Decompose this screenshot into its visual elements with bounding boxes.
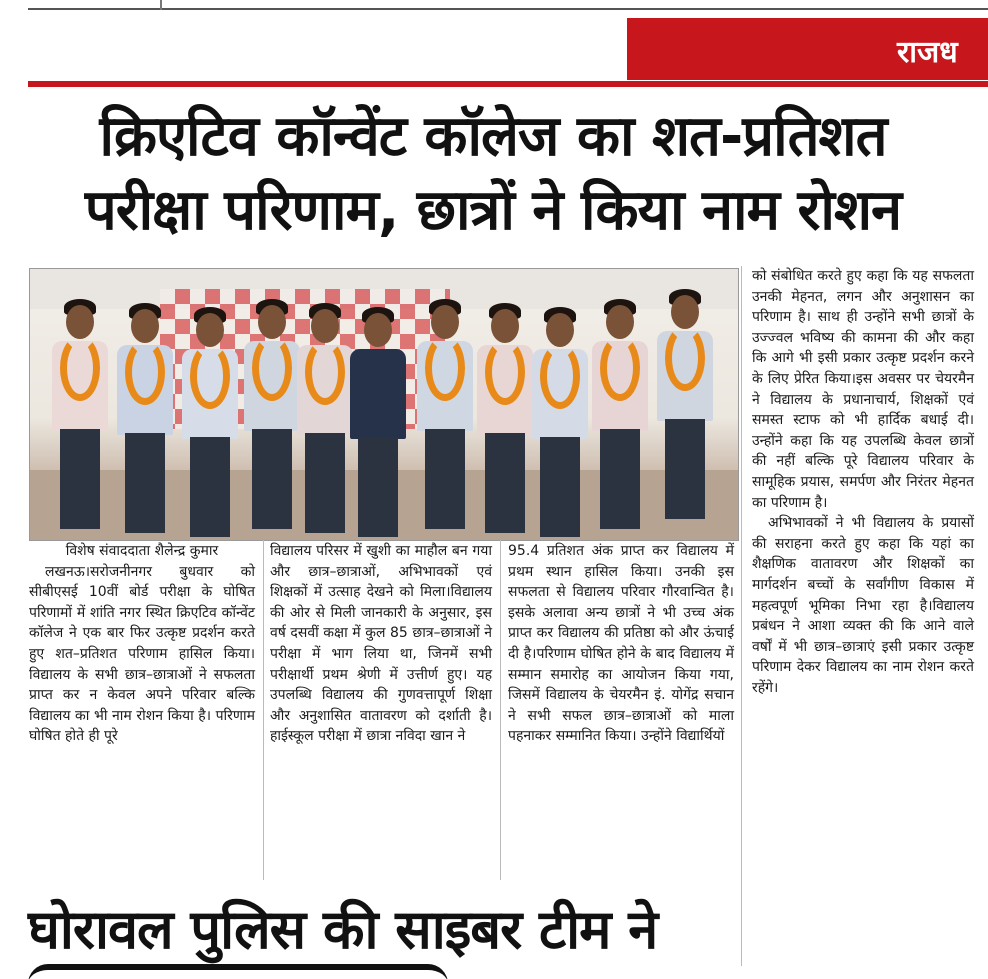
article-column-1: [29, 541, 255, 747]
top-rule: [28, 8, 988, 10]
next-headline-cutoff: [28, 964, 448, 979]
headline-line-1: क्रिएटिव कॉन्वेंट कॉलेज का शत-प्रतिशत: [99, 104, 887, 169]
top-rule-tick: [160, 0, 162, 10]
section-label: राजध: [897, 35, 958, 70]
group-photo: [29, 268, 739, 541]
next-article-headline: घोरावल पुलिस की साइबर टीम ने: [28, 898, 658, 961]
byline: विशेष संवाददाता शैलेन्द्र कुमार: [65, 543, 219, 559]
section-rule: [28, 81, 988, 87]
article-col1-text: लखनऊ।सरोजनीनगर बुधवार को सीबीएसई 10वीं बोर्ड परीक्षा के घोषित परिणामों में शांति नगर स्थित क्रिएटिव कॉन्वेंट कॉलेज ने एक बार फिर उत्कृष्ट प्रदर्शन करते हुए शत–प्रतिशत परिणाम हासिल किया। विद्यालय के सभी छात्र–छात्राओं ने सफलता प्राप्त कर न केवल अपने परिवार बल्कि विद्यालय का भी नाम रोशन किया है। परिणाम घोषित होते ही पूरे: [29, 563, 255, 745]
column-divider-right: [741, 266, 742, 966]
section-banner: [627, 18, 988, 80]
article-column-3: [508, 541, 734, 747]
article-col4-para-1: को संबोधित करते हुए कहा कि यह सफलता उनकी मेहनत, लगन और अनुशासन का परिणाम है। साथ ही उन्होंने सभी छात्रों के उज्ज्वल भविष्य की कामना की और कहा कि आगे भी इसी प्रकार उत्कृष्ट प्रदर्शन करने के लिए प्रेरित किया।इस अवसर पर चेयरमैन ने विद्यालय के प्रधानाचार्य, शिक्षकों एवं समस्त स्टाफ को भी हार्दिक बधाई दी। उन्होंने कहा कि यह उपलब्धि केवल छात्रों की नहीं बल्कि पूरे विद्यालय परिवार के सामूहिक प्रयास, समर्पण और निरंतर मेहनत का परिणाम है।: [752, 268, 974, 511]
article-col2-text: विद्यालय परिसर में खुशी का माहौल बन गया और छात्र–छात्राओं, अभिभावकों एवं शिक्षकों में उत्साह देखने को मिला।विद्यालय की ओर से मिली जानकारी के अनुसार, इस वर्ष दसवीं कक्षा में कुल 85 छात्र–छात्राओं ने परीक्षा में भाग लिया था, जिनमें सभी परीक्षार्थी प्रथम श्रेणी में उत्तीर्ण हुए। यह उपलब्धि विद्यालय की गुणवत्तापूर्ण शिक्षा और अनुशासित वातावरण को दर्शाती है।हाईस्कूल परीक्षा में छात्रा नविदा खान ने: [270, 543, 492, 745]
article-headline: [28, 100, 958, 248]
article-col3-text: 95.4 प्रतिशत अंक प्राप्त कर विद्यालय में प्रथम स्थान हासिल किया। उनकी इस सफलता से विद्यालय परिवार गौरवान्वित है। इसके अलावा अन्य छात्रों ने भी उच्च अंक प्राप्त कर विद्यालय की प्रतिष्ठा को और ऊंचाई दी है।परिणाम घोषित होने के बाद विद्यालय में सम्मान समारोह का आयोजन किया गया, जिसमें विद्यालय के चेयरमैन इं. योगेंद्र सचान ने सभी सफल छात्र–छात्राओं को माला पहनाकर सम्मानित किया। उन्होंने विद्यार्थियों: [508, 543, 734, 745]
column-divider-1: [263, 540, 264, 880]
article-col4-para-2: अभिभावकों ने भी विद्यालय के प्रयासों की सराहना करते हुए कहा कि यहां का शैक्षणिक वातावरण और शिक्षकों का मार्गदर्शन बच्चों के सर्वांगीण विकास में महत्वपूर्ण भूमिका निभा रहा है।विद्यालय प्रबंधन ने आशा व्यक्त की कि आने वाले वर्षों में भी छात्र–छात्राएं इसी प्रकार उत्कृष्ट परिणाम देकर विद्यालय का नाम रोशन करते रहेंगे।: [752, 515, 974, 696]
column-divider-2: [500, 540, 501, 880]
article-column-4: [752, 266, 974, 698]
headline-line-2: परीक्षा परिणाम, छात्रों ने किया नाम रोशन: [84, 178, 902, 243]
article-column-2: [270, 541, 492, 747]
